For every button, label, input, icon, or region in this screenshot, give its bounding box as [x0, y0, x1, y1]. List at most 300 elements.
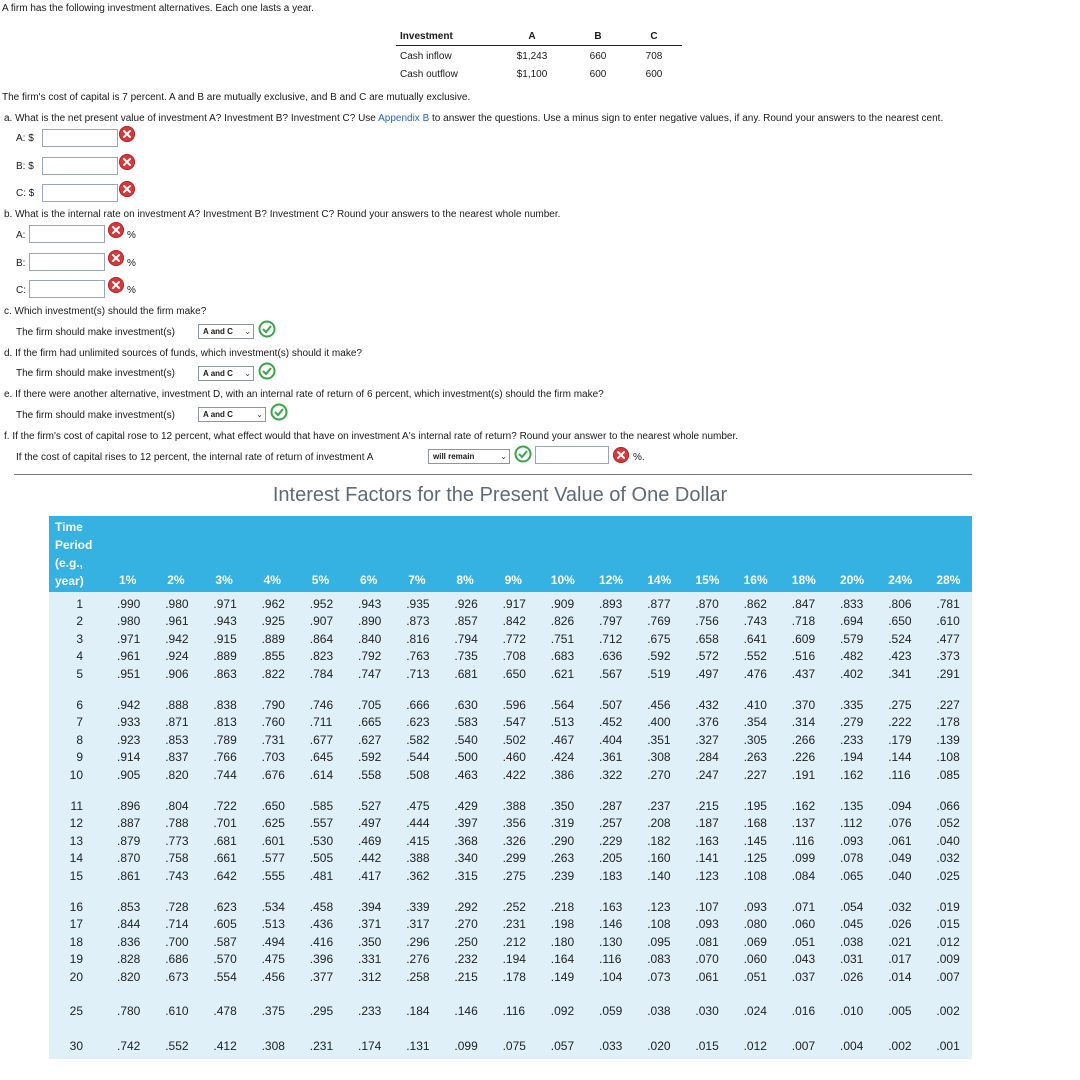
factor-cell: .270	[454, 917, 478, 932]
rate-header: 4%	[263, 573, 281, 587]
rate-header: 5%	[311, 573, 330, 587]
factor-cell: .658	[695, 631, 719, 646]
factor-cell: .870	[695, 597, 719, 611]
investment-select-e[interactable]	[198, 407, 266, 422]
irr-c-input[interactable]	[29, 280, 105, 298]
factor-cell: .630	[454, 698, 478, 712]
divider	[14, 474, 972, 475]
investment-select-c[interactable]	[198, 324, 254, 339]
factor-cell: .609	[791, 631, 816, 646]
factor-cell: .021	[888, 934, 912, 949]
factor-cell: .582	[406, 732, 430, 747]
factor-cell: .194	[502, 952, 526, 967]
factor-cell: .915	[213, 631, 237, 646]
factor-cell: .735	[454, 649, 478, 664]
factor-cell: .227	[743, 767, 767, 782]
factor-cell: .507	[599, 698, 623, 712]
factor-cell: .081	[695, 934, 719, 949]
factor-cell: .376	[695, 715, 719, 730]
factor-cell: .683	[550, 649, 575, 664]
factor-cell: .350	[550, 799, 575, 813]
npv-c-input[interactable]	[42, 184, 118, 202]
factor-cell: .026	[888, 917, 912, 932]
factor-cell: .093	[840, 833, 864, 848]
factor-cell: .373	[936, 649, 960, 664]
factor-cell: .797	[599, 614, 623, 629]
irr-12pct-input[interactable]	[535, 446, 609, 464]
incorrect-icon	[119, 126, 135, 142]
factor-cell: .388	[502, 799, 526, 813]
factor-cell: .116	[888, 767, 911, 782]
factor-cell: .862	[743, 597, 767, 611]
factor-cell: .570	[213, 952, 237, 967]
period-header: (e.g.,	[55, 556, 84, 570]
factor-cell: .980	[117, 614, 141, 629]
factor-cell: .095	[647, 934, 671, 949]
factor-cell: .263	[550, 851, 575, 866]
factor-cell: .340	[454, 851, 478, 866]
factor-cell: .416	[309, 934, 334, 949]
factor-cell: .073	[647, 969, 671, 984]
factor-cell: .926	[454, 597, 478, 611]
factor-cell: .747	[358, 666, 382, 681]
factor-cell: .887	[117, 816, 141, 831]
factor-cell: .054	[840, 900, 864, 914]
factor-cell: .423	[888, 649, 912, 664]
factor-cell: .314	[791, 715, 816, 730]
rate-header: 9%	[504, 573, 522, 587]
factor-cell: .108	[743, 868, 767, 883]
factor-cell: .108	[647, 917, 671, 932]
factor-cell: .060	[791, 917, 816, 932]
factor-cell: .686	[165, 952, 189, 967]
inv-header-b: B	[594, 31, 602, 42]
question-e-prompt: The firm should make investment(s)	[16, 410, 175, 421]
inv-cell: 600	[645, 69, 663, 80]
factor-cell: .650	[502, 666, 526, 681]
factor-cell: .319	[550, 816, 575, 831]
factor-cell: .040	[936, 833, 960, 848]
factor-cell: .555	[261, 868, 285, 883]
factor-cell: .705	[358, 698, 382, 712]
factor-cell: .093	[695, 917, 719, 932]
inv-header-c: C	[650, 31, 658, 42]
factor-cell: .025	[936, 868, 960, 883]
factor-cell: .789	[213, 732, 237, 747]
factor-cell: .032	[936, 851, 960, 866]
factor-cell: .162	[791, 799, 816, 813]
factor-cell: .351	[647, 732, 671, 747]
factor-cell: .601	[261, 833, 285, 848]
period-cell: 12	[69, 816, 83, 831]
factor-cell: .610	[936, 614, 960, 629]
factor-cell: .731	[261, 732, 285, 747]
factor-cell: .742	[117, 1039, 141, 1053]
factor-cell: .014	[888, 969, 912, 984]
factor-cell: .270	[647, 767, 671, 782]
correct-icon	[258, 320, 276, 338]
factor-cell: .057	[550, 1039, 575, 1053]
table-title: Interest Factors for the Present Value of One Dollar	[272, 484, 728, 506]
percent-unit: %	[127, 285, 136, 296]
factor-cell: .263	[743, 750, 767, 765]
factor-cell: .335	[840, 698, 864, 712]
factor-cell: .397	[454, 816, 478, 831]
factor-cell: .534	[261, 900, 285, 914]
factor-cell: .061	[695, 969, 719, 984]
factor-cell: .163	[599, 900, 623, 914]
factor-cell: .275	[502, 868, 526, 883]
factor-cell: .971	[117, 631, 141, 646]
factor-cell: .585	[309, 799, 334, 813]
factor-cell: .009	[936, 952, 960, 967]
factor-cell: .914	[117, 750, 141, 765]
factor-cell: .666	[406, 698, 430, 712]
select-value: will remain	[433, 452, 475, 461]
factor-cell: .475	[406, 799, 430, 813]
factor-cell: .718	[791, 614, 816, 629]
factor-cell: .305	[743, 732, 767, 747]
factor-cell: .744	[213, 767, 237, 782]
factor-cell: .227	[936, 698, 960, 712]
period-cell: 13	[69, 833, 83, 848]
incorrect-icon	[119, 154, 135, 170]
irr-b-label: B:	[16, 258, 26, 269]
appendix-link[interactable]: Appendix B	[378, 113, 430, 124]
factor-cell: .037	[791, 969, 816, 984]
factor-cell: .331	[358, 952, 382, 967]
factor-cell: .356	[502, 816, 526, 831]
factor-cell: .292	[454, 900, 478, 914]
factor-cell: .183	[599, 868, 623, 883]
factor-cell: .076	[888, 816, 912, 831]
factor-cell: .002	[936, 1004, 960, 1018]
factor-cell: .773	[165, 833, 189, 848]
factor-cell: .497	[358, 816, 382, 831]
effect-select[interactable]	[428, 449, 510, 464]
period-cell: 3	[76, 631, 83, 646]
factor-cell: .855	[261, 649, 285, 664]
factor-cell: .233	[358, 1004, 382, 1018]
factor-cell: .388	[406, 851, 430, 866]
factor-cell: .237	[647, 799, 671, 813]
inv-row-label: Cash outflow	[400, 69, 458, 80]
factor-cell: .888	[165, 698, 189, 712]
factor-cell: .287	[599, 799, 623, 813]
factor-cell: .162	[840, 767, 864, 782]
factor-cell: .312	[358, 969, 382, 984]
factor-cell: .844	[117, 917, 141, 932]
factor-cell: .116	[791, 833, 815, 848]
period-cell: 25	[69, 1004, 83, 1018]
factor-cell: .780	[117, 1004, 141, 1018]
incorrect-icon	[108, 222, 124, 238]
question-c-text: c. Which investment(s) should the firm make?	[4, 306, 207, 317]
factor-cell: .215	[454, 969, 478, 984]
factor-cell: .019	[936, 900, 960, 914]
inv-cell: 660	[589, 51, 607, 62]
factor-cell: .873	[406, 614, 430, 629]
factor-cell: .943	[358, 597, 382, 611]
factor-cell: .469	[358, 833, 382, 848]
factor-cell: .093	[743, 900, 767, 914]
factor-cell: .980	[165, 597, 189, 611]
factor-cell: .361	[599, 750, 623, 765]
factor-cell: .530	[309, 833, 334, 848]
factor-cell: .257	[599, 816, 623, 831]
answer-b-label: B: $	[16, 161, 34, 172]
rate-header: 1%	[119, 573, 137, 587]
factor-cell: .396	[309, 952, 334, 967]
factor-cell: .160	[647, 851, 671, 866]
factor-cell: .592	[647, 649, 671, 664]
factor-cell: .429	[454, 799, 478, 813]
factor-cell: .112	[840, 816, 863, 831]
factor-cell: .952	[309, 597, 334, 611]
factor-cell: .552	[165, 1039, 189, 1053]
factor-cell: .083	[647, 952, 671, 967]
factor-cell: .712	[599, 631, 623, 646]
factor-cell: .760	[261, 715, 285, 730]
factor-cell: .763	[406, 649, 430, 664]
factor-cell: .627	[358, 732, 382, 747]
rate-header: 6%	[360, 573, 378, 587]
chevron-down-icon: ⌄	[256, 410, 263, 419]
inv-row-label: Cash inflow	[400, 51, 452, 62]
factor-cell: .030	[695, 1004, 719, 1018]
factor-cell: .676	[261, 767, 285, 782]
rate-header: 3%	[215, 573, 233, 587]
factor-cell: .494	[261, 934, 285, 949]
factor-cell: .587	[213, 934, 237, 949]
factor-cell: .650	[888, 614, 912, 629]
factor-cell: .131	[406, 1039, 430, 1053]
factor-cell: .168	[743, 816, 767, 831]
factor-cell: .933	[117, 715, 141, 730]
npv-b-input[interactable]	[42, 157, 118, 175]
factor-cell: .194	[840, 750, 864, 765]
factor-cell: .116	[502, 1004, 526, 1018]
irr-a-input[interactable]	[29, 225, 105, 243]
inv-cell: $1,243	[516, 51, 548, 62]
factor-cell: .038	[840, 934, 864, 949]
factor-cell: .015	[695, 1039, 719, 1053]
factor-cell: .769	[647, 614, 671, 629]
period-cell: 7	[76, 715, 83, 730]
question-f-prompt: If the cost of capital rises to 12 percent, the internal rate of return of investment A	[16, 452, 374, 463]
intro-text: A firm has the following investment alternatives. Each one lasts a year.	[2, 3, 314, 14]
factor-cell: .476	[743, 666, 767, 681]
irr-b-input[interactable]	[29, 253, 105, 271]
factor-cell: .094	[888, 799, 912, 813]
period-header: year)	[55, 574, 84, 588]
factor-cell: .004	[840, 1039, 864, 1053]
factor-cell: .386	[550, 767, 575, 782]
factor-cell: .317	[406, 917, 430, 932]
factor-cell: .838	[213, 698, 237, 712]
rate-header: 2%	[167, 573, 185, 587]
factor-cell: .642	[213, 868, 237, 883]
factor-cell: .519	[647, 666, 671, 681]
percent-unit: %	[127, 230, 136, 241]
inv-header-investment: Investment	[400, 31, 453, 42]
factor-cell: .971	[213, 597, 237, 611]
factor-cell: .804	[165, 799, 189, 813]
factor-cell: .864	[309, 631, 334, 646]
factor-cell: .226	[791, 750, 816, 765]
factor-cell: .924	[165, 649, 189, 664]
question-f-text: f. If the firm's cost of capital rose to 12 percent, what effect would that have on investment A's internal rate of return? Round your answer to the nearest whole number.	[4, 431, 739, 442]
factor-cell: .460	[502, 750, 526, 765]
factor-cell: .252	[502, 900, 526, 914]
factor-cell: .784	[309, 666, 334, 681]
factor-cell: .677	[309, 732, 334, 747]
factor-cell: .045	[840, 917, 864, 932]
period-cell: 14	[69, 851, 83, 866]
factor-cell: .059	[599, 1004, 623, 1018]
factor-cell: .625	[261, 816, 285, 831]
factor-cell: .728	[165, 900, 189, 914]
factor-cell: .623	[213, 900, 237, 914]
investment-select-d[interactable]	[198, 366, 254, 381]
context-text: The firm's cost of capital is 7 percent. A and B are mutually exclusive, and B and C are mutually exclusive.	[2, 92, 471, 103]
chevron-down-icon: ⌄	[500, 452, 507, 461]
factor-cell: .432	[695, 698, 719, 712]
period-header: Period	[55, 538, 93, 552]
period-cell: 17	[69, 917, 83, 932]
factor-cell: .636	[599, 649, 623, 664]
factor-cell: .583	[454, 715, 478, 730]
factor-cell: .758	[165, 851, 189, 866]
factor-cell: .792	[358, 649, 382, 664]
percent-unit: %	[127, 258, 136, 269]
factor-cell: .437	[791, 666, 816, 681]
factor-cell: .889	[261, 631, 285, 646]
factor-cell: .942	[117, 698, 141, 712]
factor-cell: .500	[454, 750, 478, 765]
factor-cell: .592	[358, 750, 382, 765]
factor-cell: .527	[358, 799, 382, 813]
factor-cell: .820	[165, 767, 189, 782]
answer-c-label: C: $	[16, 188, 35, 199]
factor-cell: .853	[165, 732, 189, 747]
factor-cell: .567	[599, 666, 623, 681]
factor-cell: .766	[213, 750, 237, 765]
factor-cell: .502	[502, 732, 526, 747]
factor-cell: .477	[936, 631, 960, 646]
factor-cell: .481	[309, 868, 334, 883]
factor-cell: .513	[261, 917, 285, 932]
npv-a-input[interactable]	[42, 129, 118, 147]
factor-cell: .024	[743, 1004, 767, 1018]
correct-icon	[514, 445, 532, 463]
factor-cell: .961	[165, 614, 189, 629]
question-c-prompt: The firm should make investment(s)	[16, 327, 175, 338]
factor-cell: .051	[791, 934, 816, 949]
factor-cell: .857	[454, 614, 478, 629]
factor-cell: .621	[550, 666, 575, 681]
factor-cell: .905	[117, 767, 141, 782]
factor-cell: .174	[358, 1039, 382, 1053]
factor-cell: .012	[743, 1039, 767, 1053]
factor-cell: .020	[647, 1039, 671, 1053]
factor-cell: .871	[165, 715, 189, 730]
factor-cell: .308	[261, 1039, 285, 1053]
factor-cell: .833	[840, 597, 864, 611]
factor-cell: .212	[502, 934, 526, 949]
factor-cell: .295	[309, 1004, 334, 1018]
factor-cell: .108	[936, 750, 960, 765]
inv-header-a: A	[528, 31, 536, 42]
factor-cell: .394	[358, 900, 382, 914]
factor-cell: .781	[936, 597, 960, 611]
factor-cell: .722	[213, 799, 237, 813]
rate-header: 8%	[456, 573, 474, 587]
factor-cell: .315	[454, 868, 478, 883]
period-cell: 16	[69, 900, 83, 914]
factor-cell: .080	[743, 917, 767, 932]
factor-cell: .444	[406, 816, 430, 831]
factor-cell: .069	[743, 934, 767, 949]
factor-cell: .075	[502, 1039, 526, 1053]
factor-cell: .794	[454, 631, 478, 646]
percent-unit: %.	[633, 452, 645, 463]
factor-cell: .038	[647, 1004, 671, 1018]
factor-cell: .032	[888, 900, 912, 914]
factor-cell: .579	[840, 631, 864, 646]
factor-cell: .291	[936, 666, 960, 681]
factor-cell: .842	[502, 614, 526, 629]
rate-header: 28%	[936, 573, 961, 587]
factor-cell: .326	[502, 833, 526, 848]
factor-cell: .146	[454, 1004, 478, 1018]
factor-cell: .853	[117, 900, 141, 914]
factor-cell: .708	[502, 649, 526, 664]
factor-cell: .743	[165, 868, 189, 883]
factor-cell: .362	[406, 868, 430, 883]
factor-cell: .164	[550, 952, 575, 967]
factor-cell: .822	[261, 666, 285, 681]
factor-cell: .066	[936, 799, 960, 813]
factor-cell: .125	[743, 851, 767, 866]
factor-cell: .436	[309, 917, 334, 932]
factor-cell: .826	[550, 614, 575, 629]
factor-cell: .116	[599, 952, 622, 967]
factor-cell: .296	[406, 934, 430, 949]
irr-a-label: A:	[16, 230, 26, 241]
factor-cell: .279	[840, 715, 864, 730]
factor-cell: .788	[165, 816, 189, 831]
period-cell: 4	[76, 649, 83, 664]
factor-cell: .350	[358, 934, 382, 949]
factor-cell: .577	[261, 851, 285, 866]
factor-cell: .299	[502, 851, 526, 866]
factor-cell: .623	[406, 715, 430, 730]
factor-cell: .033	[599, 1039, 623, 1053]
factor-cell: .497	[695, 666, 719, 681]
factor-cell: .790	[261, 698, 285, 712]
period-cell: 5	[76, 666, 83, 681]
factor-cell: .179	[888, 732, 912, 747]
factor-cell: .650	[261, 799, 285, 813]
period-cell: 15	[69, 868, 83, 883]
factor-cell: .524	[888, 631, 912, 646]
factor-cell: .015	[936, 917, 960, 932]
factor-cell: .001	[936, 1039, 960, 1053]
factor-cell: .070	[695, 952, 719, 967]
factor-cell: .837	[165, 750, 189, 765]
factor-cell: .139	[936, 732, 960, 747]
